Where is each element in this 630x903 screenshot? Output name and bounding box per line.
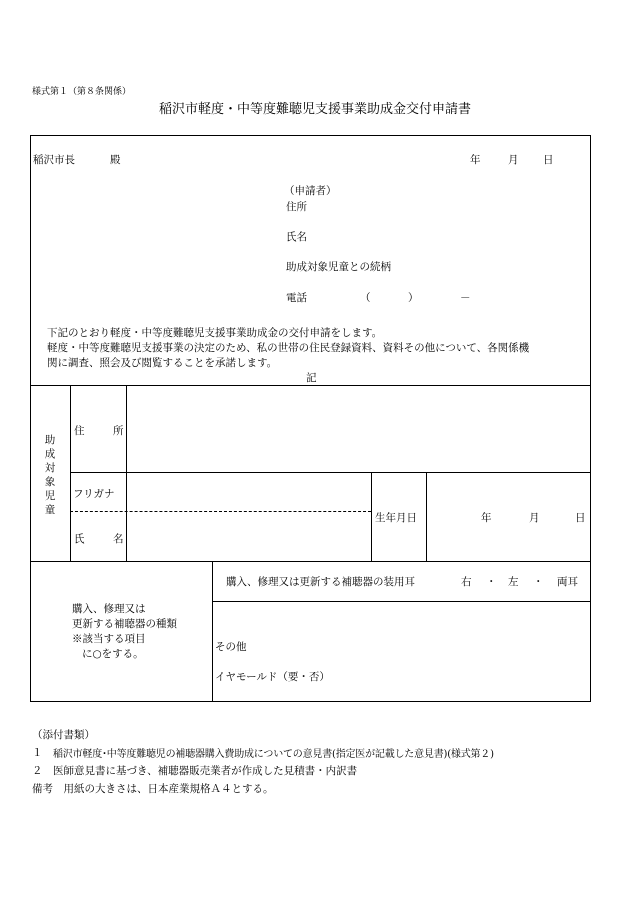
child-address-label-a: 住: [74, 425, 85, 437]
section-divider-upper: [30, 385, 591, 386]
device-type-label-3: ※該当する項目: [72, 633, 146, 645]
phone-open-paren: （: [360, 292, 371, 304]
device-type-label-1: 購入、修理又は: [72, 603, 146, 615]
attachment-1-number: １: [32, 747, 43, 759]
device-type-label-4: に○をする。: [82, 648, 144, 660]
honorific: 殿: [110, 154, 121, 166]
applicant-phone-label: 電話: [286, 292, 307, 304]
attachment-1: 稲沢市軽度･中等度難聴児の補聴器購入費助成についての意見書(指定医が記載した意見書)(様式第２): [53, 749, 494, 760]
child-label-divider: [126, 385, 127, 561]
earmold-label[interactable]: イヤモールド（要・否）: [215, 671, 330, 683]
attachment-2: 医師意見書に基づき、補聴器販売業者が作成した見積書・内訳書: [53, 765, 358, 777]
child-furigana-label: フリガナ: [73, 488, 115, 500]
ear-row-divider: [212, 601, 591, 602]
child-section-label: 助成対象児童: [44, 434, 56, 516]
ear-label: 購入、修理又は更新する補聴器の装用耳: [226, 576, 415, 588]
birthdate-left-divider: [371, 472, 372, 561]
declaration-line-2: 軽度・中等度難聴児支援事業の決定のため、私の世帯の住民登録資料、資料その他について、各関係機: [47, 342, 530, 354]
declaration-line-1: 下記のとおり軽度・中等度難聴児支援事業助成金の交付申請をします。: [47, 327, 383, 339]
furigana-dashed-line: [70, 511, 371, 512]
child-address-label-b: 所: [113, 425, 124, 437]
section-divider-lower: [30, 561, 591, 562]
device-left-divider: [212, 561, 213, 702]
date-month-label: 月: [508, 154, 519, 166]
addressee: 稲沢市長: [33, 154, 75, 166]
birthdate-label: 生年月日: [375, 512, 417, 524]
applicant-address-label: 住所: [286, 201, 307, 213]
other-label[interactable]: その他: [215, 641, 247, 653]
device-type-label-2: 更新する補聴器の種類: [72, 618, 177, 630]
form-number: 様式第１（第８条関係）: [32, 87, 132, 97]
remark: 備考 用紙の大きさは、日本産業規格Ａ４とする。: [32, 783, 274, 795]
ki-label: 記: [306, 372, 317, 384]
phone-dash: －: [460, 292, 471, 304]
birthdate-month-label: 月: [529, 512, 540, 524]
birthdate-year-label: 年: [481, 512, 492, 524]
child-section-left-divider: [70, 385, 71, 561]
child-name-label-b: 名: [113, 533, 124, 545]
attachment-2-number: ２: [32, 765, 43, 777]
applicant-name-label: 氏名: [286, 231, 307, 243]
ear-separator-1: ・: [486, 576, 497, 588]
form-title: 稲沢市軽度・中等度難聴児支援事業助成金交付申請書: [158, 102, 471, 117]
ear-option-right[interactable]: 右: [461, 576, 472, 588]
date-year-label: 年: [470, 154, 481, 166]
applicant-relationship-label: 助成対象児童との続柄: [286, 261, 391, 273]
address-row-divider-right: [371, 472, 591, 473]
applicant-heading: （申請者）: [284, 185, 337, 197]
attachments-heading: （添付書類）: [32, 729, 95, 741]
ear-separator-2: ・: [533, 576, 544, 588]
birthdate-day-label: 日: [575, 512, 586, 524]
ear-option-left[interactable]: 左: [508, 576, 519, 588]
child-name-label-a: 氏: [74, 533, 85, 545]
phone-close-paren: ）: [408, 292, 419, 304]
address-row-divider: [70, 472, 371, 473]
date-day-label: 日: [543, 154, 554, 166]
declaration-line-3: 関に調査、照会及び閲覧することを承諾します。: [47, 357, 278, 369]
birthdate-right-divider: [426, 472, 427, 561]
ear-option-both[interactable]: 両耳: [557, 576, 578, 588]
